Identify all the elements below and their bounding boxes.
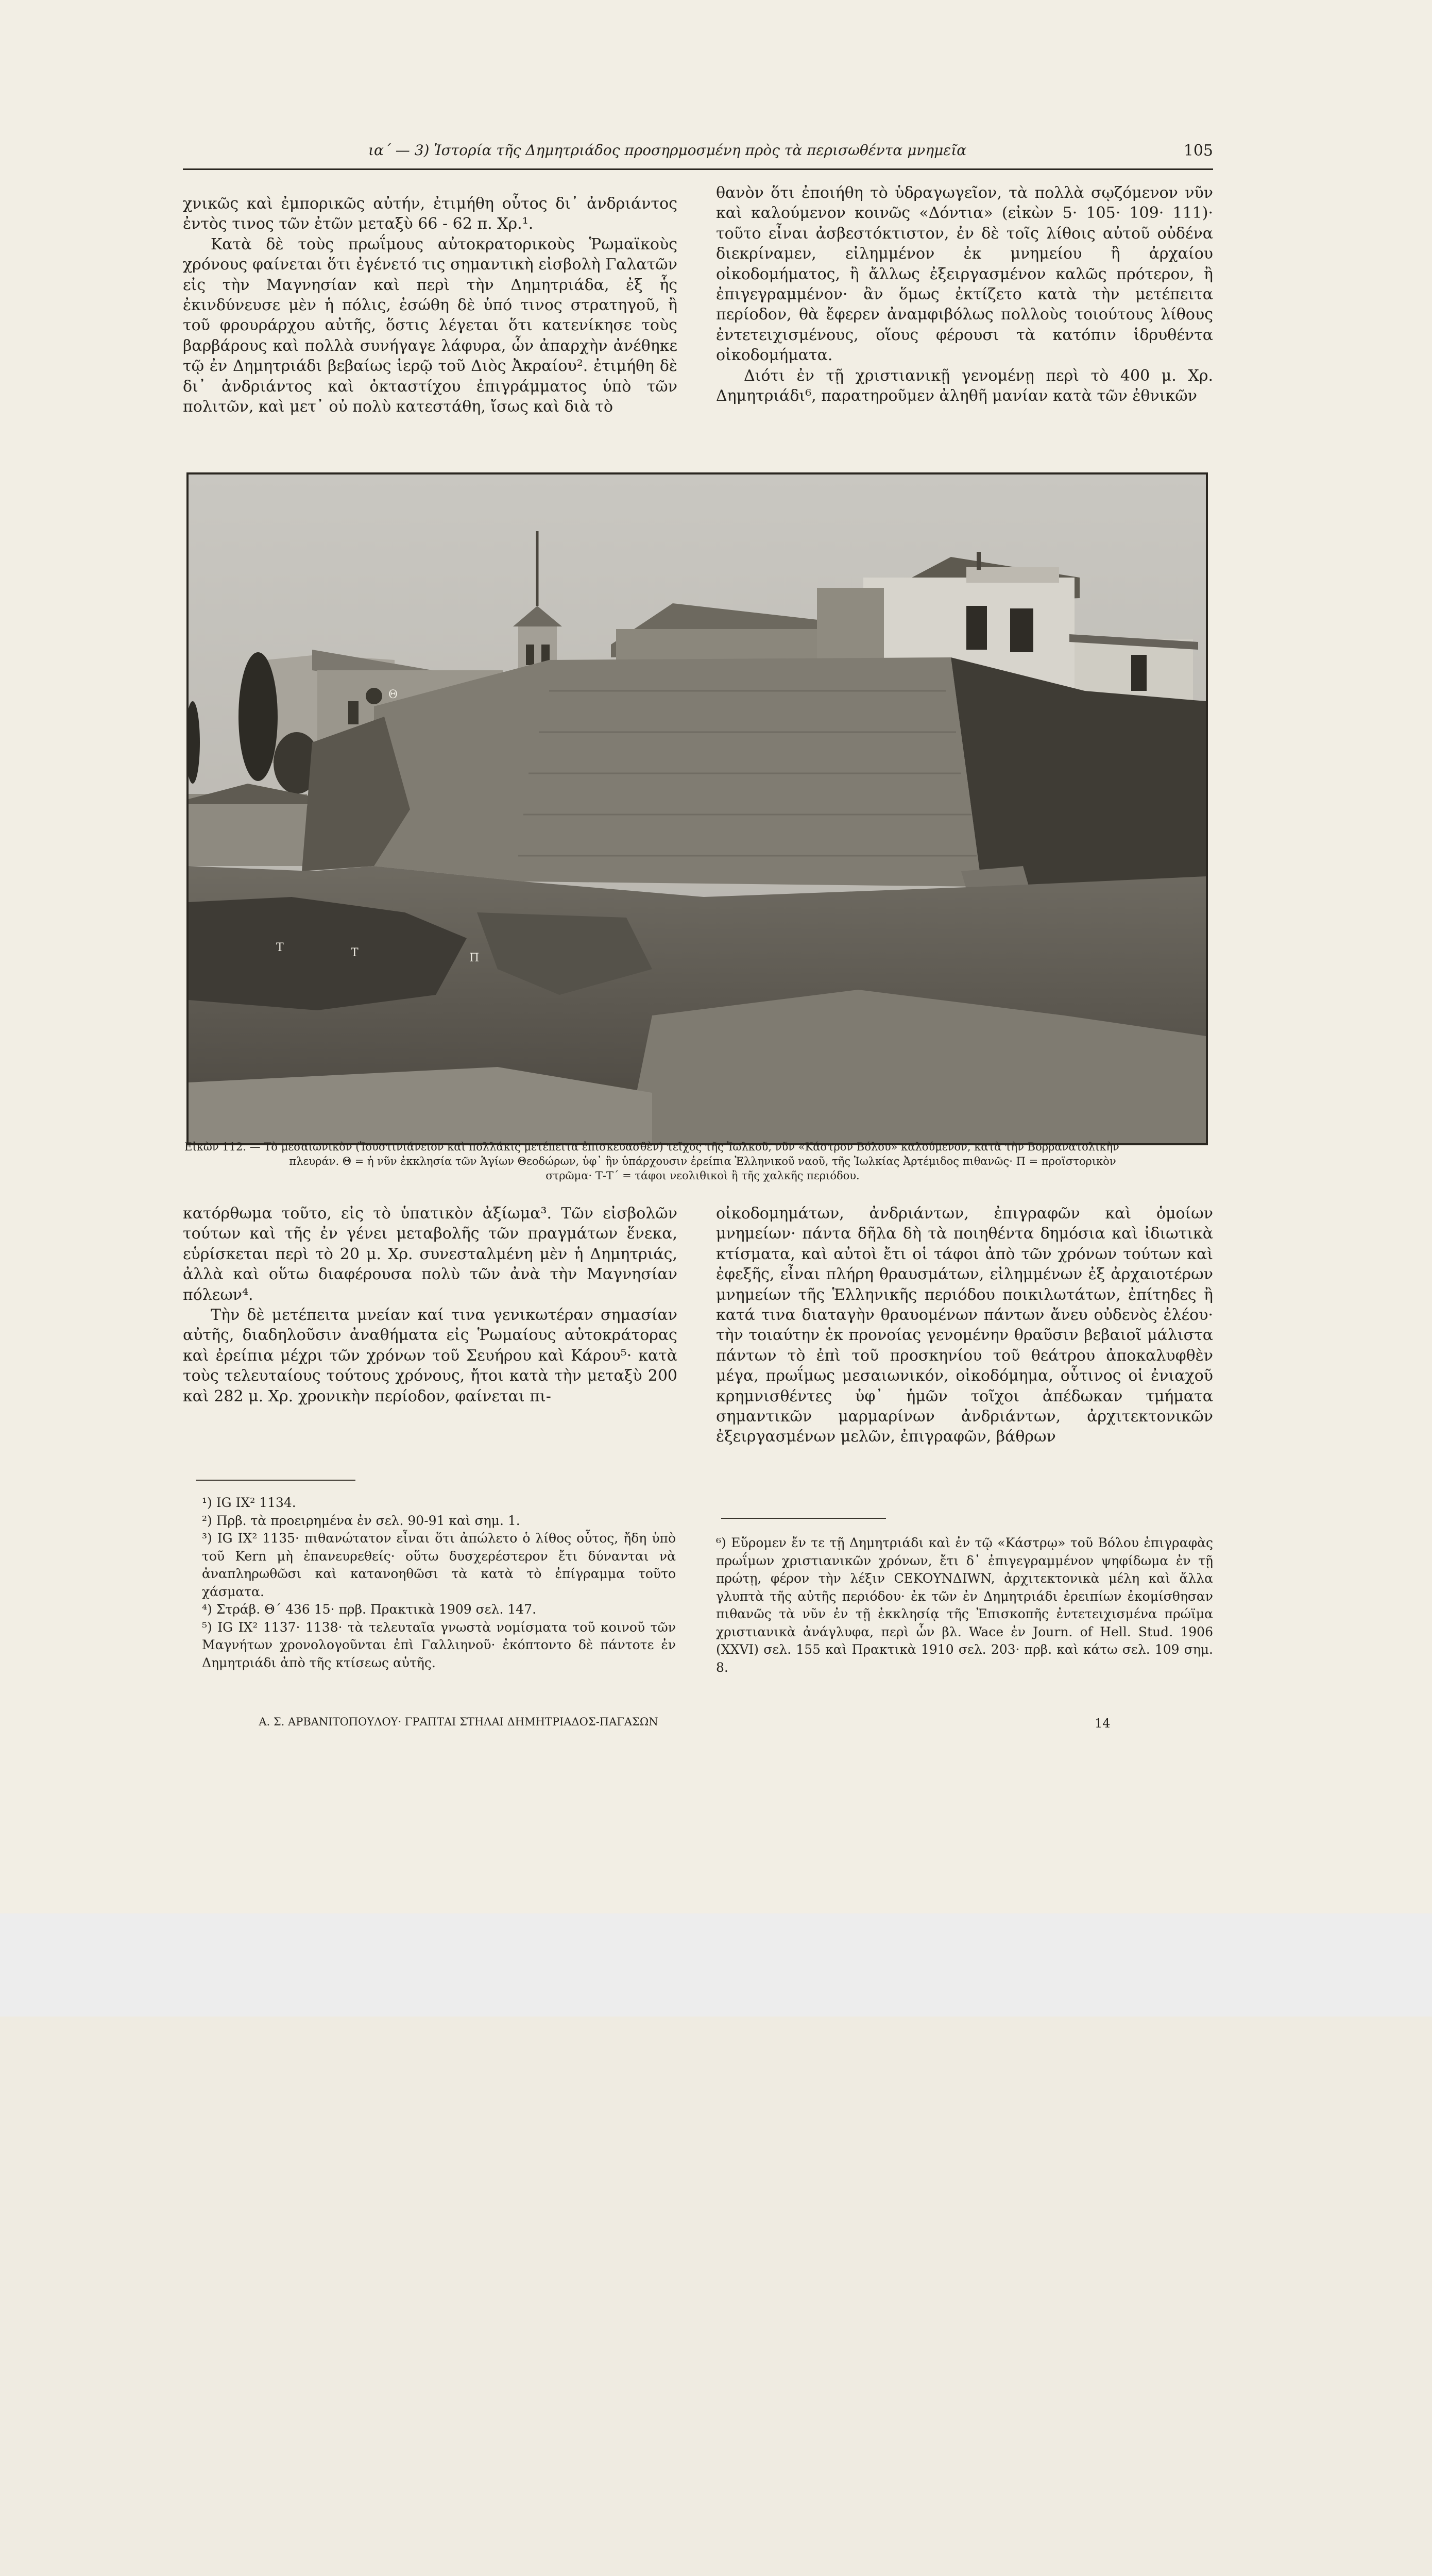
footnote: ⁵) IG IX² 1137· 1138· τὰ τελευταῖα γνωστὰ νομίσματα τοῦ κοινοῦ τῶν Μαγνήτων χρονολογοῦνται ἐπὶ Γαλλιηνοῦ· ἐκόπτοντο δὲ πάντοτε ἐν Δημητριάδι ἀπὸ τῆς κτίσεως αὐτῆς. xyxy=(202,1619,676,1670)
figure-photo xyxy=(186,472,1208,1145)
paragraph: οἰκοδομημάτων, ἀνδριάντων, ἐπιγραφῶν καὶ ὁμοίων μνημείων· πάντα δῆλα δὴ τὰ ποιηθέντα δημόσια καὶ ἰδιωτικὰ κτίσματα, καὶ αὐτοὶ ἔτι οἱ τάφοι ἀπὸ τῶν χρόνων τούτων καὶ ἐφεξῆς, εἶναι πλήρη θραυσμάτων, εἰλημμένων ἐξ ἀρχαιοτέρων μνημείων τῆς Ἑλληνικῆς περιόδου ποικιλωτάτων, ἐπίτηδες ἢ κατά τινα διαταγὴν θραυομένων πάντων ἄνευ οὐδενὸς ἐλέου· τὴν τοιαύτην ἐκ προνοίας γενομένην θραῦσιν βεβαιοῖ μάλιστα πάντων τὸ ἐπὶ τοῦ προσκηνίου τοῦ θεάτρου ἀποκαλυφθὲν μέγα, πρωΐμως μεσαιωνικόν, οἰκοδόμημα, οὗτινος οἱ ἐνιαχοῦ κρημνισθέντες ὑφ᾽ ἡμῶν τοῖχοι ἀπέδωκαν τμήματα σημαντικῶν μαρμαρίνων ἀνδριάντων, ἀρχιτεκτονικῶν ἐξειργασμένων μελῶν, ἐπιγραφῶν, βάθρων xyxy=(716,1205,1213,1446)
paragraph: Τὴν δὲ μετέπειτα μνείαν καί τινα γενικωτέραν σημασίαν αὐτῆς, διαδηλοῦσιν ἀναθήματα εἰς Ῥωμαίους αὐτοκράτορας καὶ ἐρείπια μέχρι τῶν χρόνων τοῦ Σευήρου καὶ Κάρου⁵· κατὰ τοὺς τελευταίους τούτους χρόνους, ἤτοι κατὰ τὴν μεταξὺ 200 καὶ 282 μ. Χρ. χρονικὴν περίοδον, φαίνεται πι- xyxy=(183,1306,677,1405)
paragraph: Διότι ἐν τῇ χριστιανικῇ γενομένῃ περὶ τὸ 400 μ. Χρ. Δημητριάδι⁶, παρατηροῦμεν ἀληθῆ μανίαν κατὰ τῶν ἐθνικῶν xyxy=(716,366,1213,405)
column-bottom-right xyxy=(716,1204,1213,1447)
footnote: ²) Πρβ. τὰ προειρημένα ἐν σελ. 90-91 καὶ σημ. 1. xyxy=(202,1513,520,1528)
paragraph: θανὸν ὅτι ἐποιήθη τὸ ὑδραγωγεῖον, τὰ πολλὰ σῳζόμενον νῦν καὶ καλούμενον κοινῶς «Δόντια» (εἰκὼν 5· 105· 109· 111)· τοῦτο εἶναι ἀσβεστόκτιστον, ἐν δὲ τοῖς λίθοις αὐτοῦ οὐδένα διεκρίναμεν, εἰλημμένον ἐκ μνημείου ἢ ἀρχαίου οἰκοδομήματος, ἢ ἄλλως ἐξειργασμένον καλῶς πρότερον, ἢ ἐπιγεγραμμένον· ἂν ὅμως ἐκτίζετο κατὰ τὴν μετέπειτα περίοδον, θὰ ἔφερεν ἀναμφιβόλως πολλοὺς τοιούτους λίθους ἐντετειχισμένους, οἵους φέρουσι τὰ κατόπιν ἱδρυθέντα οἰκοδομήματα. xyxy=(716,184,1213,365)
figure-caption xyxy=(184,1140,1221,1183)
label-theta: Θ xyxy=(388,688,398,701)
caption-line: Εἰκὼν 112. — Τὸ μεσαιωνικὸν (Ἰουστινιάνειον καὶ πολλάκις μετέπειτα ἐπισκευασθὲν) τεῖχος τῆς Ἰωλκοῦ, νῦν «Κάστρον Βόλου» καλούμενον, κατὰ τὴν Βορρανατολικὴν xyxy=(184,1141,1119,1153)
label-t1: Τ xyxy=(276,941,284,954)
label-t2: Τ xyxy=(351,946,359,959)
label-pi: Π xyxy=(469,952,480,964)
castle-wall-photograph xyxy=(189,474,1206,1143)
page-number: 105 xyxy=(1183,142,1213,160)
page-header xyxy=(183,142,1213,170)
footnotes-right xyxy=(716,1534,1213,1676)
footnote: ³) IG IX² 1135· πιθανώτατον εἶναι ὅτι ἀπώλετο ὁ λίθος οὗτος, ἤδη ὑπὸ τοῦ Kern μὴ ἐπανευρεθείς· οὕτω δυσχερέστερον ἔτι δύνανται νὰ ἀναπληρωθῶσι καὶ κατανοηθῶσι τὰ κατὰ τὸ ἐπίγραμμα τοῦτο χάσματα. xyxy=(202,1531,676,1599)
paragraph: Κατὰ δὲ τοὺς πρωΐμους αὐτοκρατορικοὺς Ῥωμαϊκοὺς χρόνους φαίνεται ὅτι ἐγένετό τις σημαντικὴ εἰσβολὴ Γαλατῶν εἰς τὴν Μαγνησίαν καὶ περὶ τὴν Δημητριάδα, ἐξ ἧς ἐκινδύνευσε μὲν ἡ πόλις, ἐσώθη δὲ ὑπό τινος στρατηγοῦ, ἢ τοῦ φρουράρχου αὐτῆς, ὅστις λέγεται ὅτι κατενίκησε τοὺς βαρβάρους καὶ πολλὰ συνήγαγε λάφυρα, ὧν ἀπαρχὴν ἀνέθηκε τῷ ἐν Δημητριάδι βεβαίως ἱερῷ τοῦ Διὸς Ἀκραίου². ἐτιμήθη δὲ δι᾽ ἀνδριάντος καὶ ὀκταστίχου ἐπιγράμματος ὑπὸ τῶν πολιτῶν, καὶ μετ᾽ οὐ πολὺ κατεστάθη, ἴσως καὶ διὰ τὸ xyxy=(183,235,677,416)
footnote: ⁶) Εὕρομεν ἔν τε τῇ Δημητριάδι καὶ ἐν τῷ «Κάστρῳ» τοῦ Βόλου ἐπιγραφὰς πρωΐμων χριστιανικῶν χρόνων, ἔτι δ᾽ ἐπιγεγραμμένον ψηφίδωμα ἐν τῇ πρώτῃ, φέρον τὴν λέξιν CEKOYNΔIWN, ἀρχιτεκτονικὰ μέλη καὶ ἄλλα γλυπτὰ τῆς αὐτῆς περιόδου· ἐκ τῶν ἐν Δημητριάδι ἐρειπίων ἐκομίσθησαν πιθανῶς τὰ νῦν ἐν τῇ ἐκκλησίᾳ τῆς Ἐπισκοπῆς ἐντετειχισμένα πρώϊμα χριστιανικὰ ἀνάγλυφα, περὶ ὧν βλ. Wace ἐν Journ. of Hell. Stud. 1906 (XXVI) σελ. 155 καὶ Πρακτικὰ 1910 σελ. 203· πρβ. καὶ κάτω σελ. 109 σημ. 8. xyxy=(716,1535,1213,1675)
caption-line: στρῶμα· Τ-Τ΄ = τάφοι νεολιθικοὶ ἢ τῆς χαλκῆς περιόδου. xyxy=(545,1170,860,1182)
column-top-right xyxy=(716,183,1213,406)
running-footer: Α. Σ. ΑΡΒΑΝΙΤΟΠΟΥΛΟΥ· ΓΡΑΠΤΑΙ ΣΤΗΛΑΙ ΔΗΜΗΤΡΙΑΔΟΣ-ΠΑΓΑΣΩΝ xyxy=(259,1716,658,1728)
column-bottom-left xyxy=(183,1204,677,1406)
paragraph: χνικῶς καὶ ἐμπορικῶς αὐτήν, ἐτιμήθη οὗτος δι᾽ ἀνδριάντος ἐντὸς τινος τῶν ἐτῶν μεταξὺ 66 - 62 π. Χρ.¹. xyxy=(183,195,677,233)
library-footer-bar xyxy=(0,1913,1432,2016)
column-top-left xyxy=(183,194,677,417)
running-title: ια΄ — 3) Ἱστορία τῆς Δημητριάδος προσηρμοσμένη πρὸς τὰ περισωθέντα μνημεῖα xyxy=(368,142,967,159)
signature-mark: 14 xyxy=(1095,1716,1111,1731)
paragraph: κατόρθωμα τοῦτο, εἰς τὸ ὑπατικὸν ἀξίωμα³. Τῶν εἰσβολῶν τούτων καὶ τῆς ἐν γένει μεταβολῆς τῶν πραγμάτων ἕνεκα, εὑρίσκεται περὶ τὸ 20 μ. Χρ. συνεσταλμένη μὲν ἡ Δημητριάς, ἀλλὰ καὶ οὕτω διαφέρουσα πολὺ τῶν ἀνὰ τὴν Μαγνησίαν πόλεων⁴. xyxy=(183,1205,677,1304)
footnote: ¹) IG IX² 1134. xyxy=(202,1495,296,1510)
caption-line: πλευράν. Θ = ἡ νῦν ἐκκλησία τῶν Ἁγίων Θεοδώρων, ὑφ᾽ ἣν ὑπάρχουσιν ἐρείπια Ἑλληνικοῦ ναοῦ, τῆς Ἰωλκίας Ἀρτέμιδος πιθανῶς· Π = προϊστορικὸν xyxy=(289,1155,1116,1167)
footnote: ⁴) Στράβ. Θ΄ 436 15· πρβ. Πρακτικὰ 1909 σελ. 147. xyxy=(202,1602,537,1617)
footnotes-left xyxy=(202,1494,676,1672)
footnote-rule-left xyxy=(196,1480,355,1481)
footnote-rule-right xyxy=(721,1518,886,1519)
